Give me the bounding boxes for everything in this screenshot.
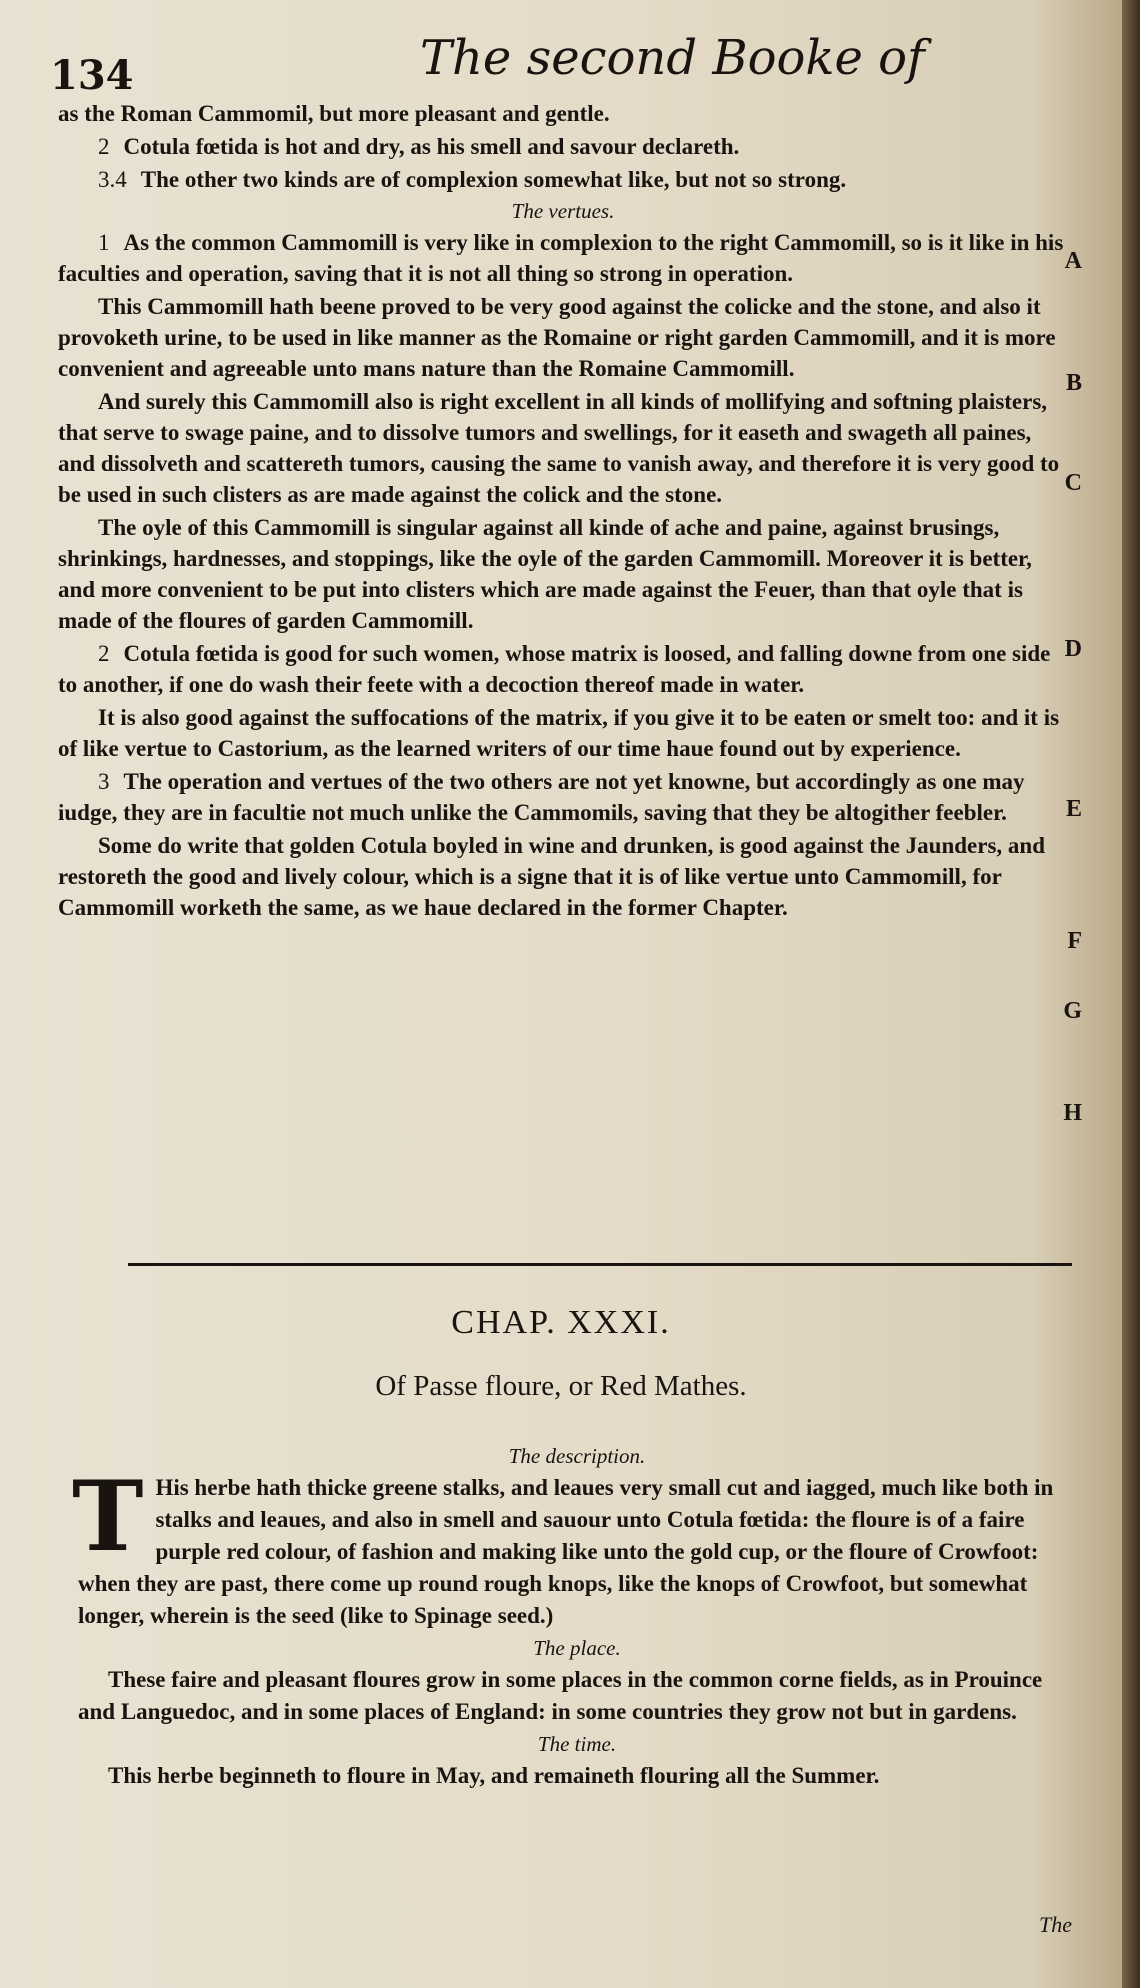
time-paragraph: This herbe beginneth to floure in May, and remaineth flouring all the Summer. bbox=[108, 1763, 880, 1788]
vertue-1d: The oyle of this Cammomill is singular against all kinde of ache and paine, against brusings, shrinkings, hardnesses, and stoppings, like the oyle of the garden Cammomill. Moreover it is better, and more convenient to be put into clisters which are made against the Feuer, than that oyle that is made of the floures of garden Cammomill. bbox=[58, 515, 1032, 633]
vertue-2 bbox=[58, 638, 1068, 700]
paragraph-text: Cotula fœtida is good for such women, whose matrix is loosed, and falling downe from one side to another, if one do wash their feete with a decoction thereof made in water. bbox=[58, 641, 1051, 697]
drop-cap: T bbox=[72, 1460, 144, 1573]
page-number: 134 bbox=[50, 52, 134, 99]
page-header bbox=[50, 22, 1080, 102]
margin-letter-b: B bbox=[1065, 370, 1082, 396]
margin-letter-c: C bbox=[1064, 470, 1082, 496]
vertue-1c: And surely this Cammomill also is right excellent in all kinds of mollifying and softning plaisters, that serve to swage paine, and to dissolve tumors and swellings, for it easeth and swageth all paines, and dissolveth and scattereth tumors, causing the same to vanish away, and therefore it is very good to be used in such clisters as are made against the colick and the stone. bbox=[58, 389, 1060, 507]
paragraph-number: 3.4 bbox=[98, 167, 127, 192]
chapter-title: Of Passe floure, or Red Mathes. bbox=[375, 1370, 747, 1402]
chapter-text bbox=[72, 1440, 1076, 1794]
description-text: His herbe hath thicke greene stalks, and leaues very small cut and iagged, much like both in stalks and leaues, and also in smell and sauour unto Cotula fœtida: the floure is of a faire purple red colour, of fashion and making like unto the gold cup, or the floure of Crowfoot: when they are past, there come up round rough knops, like the knops of Crowfoot, but somewhat longer, wherein is the seed (like to Spinage seed.) bbox=[78, 1475, 1054, 1628]
paragraph-2 bbox=[58, 131, 1068, 162]
section-rule bbox=[128, 1263, 1072, 1266]
paragraph-3-4 bbox=[58, 164, 1068, 195]
vertue-1b: This Cammomill hath beene proved to be very good against the colicke and the stone, and also it provoketh urine, to be used in like manner as the Romaine or right garden Cammomill, and it is more convenient and agreeable unto mans nature than the Romaine Cammomill. bbox=[58, 294, 1056, 381]
paragraph-text: As the common Cammomill is very like in complexion to the right Cammomill, so is it like in his faculties and operation, saving that it is not all thing so strong in operation. bbox=[58, 230, 1064, 286]
margin-letter-f: F bbox=[1067, 928, 1082, 954]
paragraph-number: 3 bbox=[98, 769, 110, 794]
margin-letter-e: E bbox=[1065, 796, 1082, 822]
intro-line: as the Roman Cammomil, but more pleasant and gentle. bbox=[58, 101, 610, 126]
margin-letter-d: D bbox=[1064, 636, 1082, 662]
chapter-number: CHAP. XXXI. bbox=[451, 1304, 671, 1341]
section-text bbox=[58, 98, 1068, 925]
vertue-3b: Some do write that golden Cotula boyled in wine and drunken, is good against the Jaunders, and restoreth the good and lively colour, which is a signe that it is of like vertue unto Cammomill, for Cammomill worketh the same, as we haue declared in the former Chapter. bbox=[58, 833, 1045, 920]
running-title: The second Booke of bbox=[420, 30, 925, 86]
margin-letter-g: G bbox=[1063, 998, 1082, 1024]
paragraph-number: 2 bbox=[98, 134, 110, 159]
margin-letter-h: H bbox=[1063, 1100, 1082, 1126]
place-paragraph: These faire and pleasant floures grow in some places in the common corne fields, as in Prouince and Languedoc, and in some places of England: in some countries they grow not but in gardens. bbox=[78, 1667, 1043, 1724]
vertue-3 bbox=[58, 766, 1068, 828]
catchword: The bbox=[1039, 1912, 1072, 1937]
heading-place: The place. bbox=[533, 1636, 621, 1660]
paragraph-number: 1 bbox=[98, 230, 110, 255]
vertue-2b: It is also good against the suffocations of the matrix, if you give it to be eaten or smelt too: and it is of like vertue to Castorium, as the learned writers of our time haue found out by experience. bbox=[58, 705, 1060, 761]
page-edge bbox=[1122, 0, 1140, 1988]
margin-letter-a: A bbox=[1064, 248, 1082, 274]
vertue-1 bbox=[58, 227, 1068, 289]
description-paragraph bbox=[72, 1460, 1076, 1632]
paragraph-text: The other two kinds are of complexion somewhat like, but not so strong. bbox=[140, 167, 847, 192]
heading-vertues: The vertues. bbox=[511, 199, 615, 223]
paragraph-number: 2 bbox=[98, 641, 110, 666]
paragraph-text: Cotula fœtida is hot and dry, as his smell and savour declareth. bbox=[123, 134, 740, 159]
heading-time: The time. bbox=[537, 1732, 617, 1756]
heading-description: The description. bbox=[508, 1444, 646, 1468]
paragraph-text: The operation and vertues of the two others are not yet knowne, but accordingly as one may iudge, they are in facultie not much unlike the Cammomils, saving that they be altogither feebler. bbox=[58, 769, 1025, 825]
